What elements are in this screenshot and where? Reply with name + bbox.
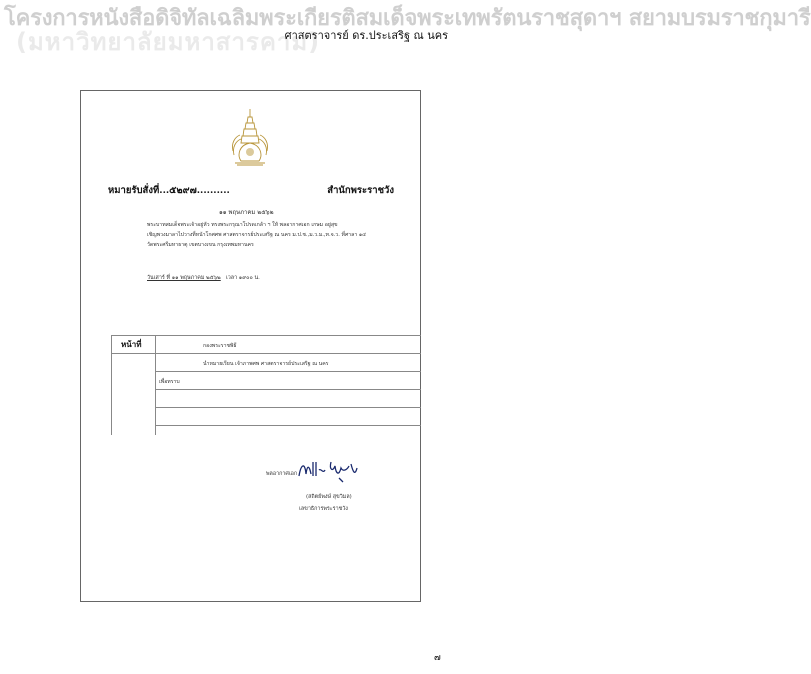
duty-label: หน้าที่ xyxy=(121,339,142,349)
signer-position: เลขาธิการพระราชวัง xyxy=(299,506,348,512)
table-divider xyxy=(155,371,421,372)
watermark-text: โครงการหนังสือดิจิทัลเฉลิมพระเกียรติสมเด็จพระเทพรัตนราชสุดาฯ สยามบรมราชกุมารี xyxy=(4,6,811,31)
document-date: ๑๑ พฤษภาคม ๒๕๖๒ xyxy=(219,209,274,216)
table-divider xyxy=(155,407,421,408)
watermark-text-secondary: (มหาวิทยาลัยมหาสารคาม) xyxy=(16,28,321,56)
document-number: หมายรับสั่งที่...๕๒๙๗.......... xyxy=(108,185,230,196)
table-divider xyxy=(155,335,156,435)
table-border xyxy=(111,335,112,435)
table-divider xyxy=(155,425,421,426)
schedule-date: วันเสาร์ ที่ ๑๑ พฤษภาคม ๒๕๖๒ xyxy=(147,275,221,281)
signer-name: (สถิตย์พงษ์ สุขวิมล) xyxy=(306,494,352,500)
document-body xyxy=(147,220,407,250)
schedule-line xyxy=(147,274,260,282)
page-number: ๗ xyxy=(434,653,441,663)
header-subtitle: ศาสตราจารย์ ดร.ประเสริฐ ณ นคร xyxy=(284,29,448,42)
table-cell: เพื่อทราบ xyxy=(159,379,180,385)
royal-emblem-icon xyxy=(231,107,269,167)
duty-table xyxy=(111,335,421,435)
signer-title: พลอากาศเอก xyxy=(266,471,298,477)
table-cell: กองพระราชพิธี xyxy=(203,343,237,349)
body-line: พระบาทสมเด็จพระเจ้าอยู่หัว ทรงพระกรุณาโปรดเกล้า ฯ ให้ พลอากาศเอก เกษม อยู่สุข xyxy=(147,222,338,228)
issuing-office: สำนักพระราชวัง xyxy=(327,185,394,196)
page-header xyxy=(0,6,811,56)
signature-image xyxy=(295,456,365,484)
body-line: วัดพระศรีมหาธาตุ เขตบางเขน กรุงเทพมหานคร xyxy=(147,242,254,248)
scanned-document xyxy=(80,90,421,602)
body-line: เชิญพวงมาลาไปวางที่หน้าโกศศพ ศาสตราจารย์ประเสริฐ ณ นคร ม.ป.ช.,ม.ว.ม.,ท.จ.ว. ที่ศาลา ๑๔ xyxy=(147,232,367,238)
table-divider xyxy=(155,389,421,390)
table-divider xyxy=(111,353,421,354)
table-border xyxy=(111,335,421,336)
table-cell: นำหมายเรียน เจ้าภาพศพ ศาสตราจารย์ประเสริฐ ณ นคร xyxy=(203,361,329,367)
schedule-time: เวลา ๑๙๐๐ น. xyxy=(225,275,260,281)
